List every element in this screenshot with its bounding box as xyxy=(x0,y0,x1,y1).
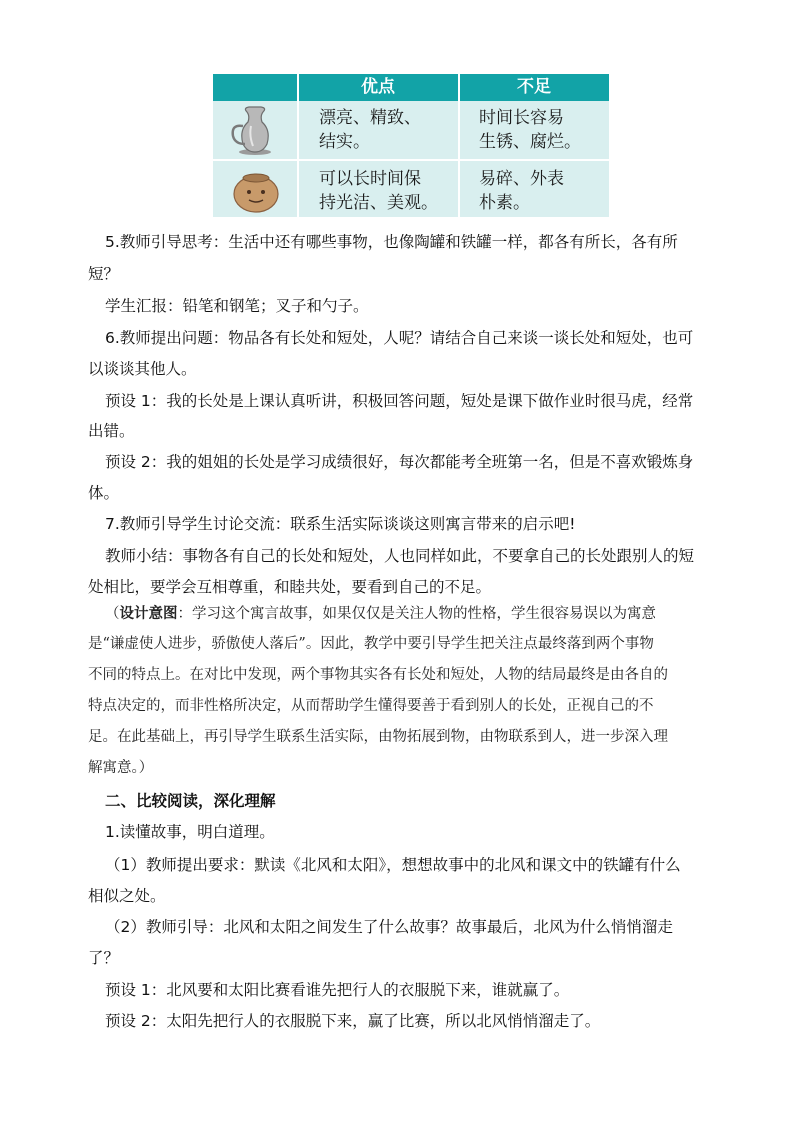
design-note-line: 足。在此基础上，再引导学生联系生活实际，由物拓展到物，由物联系到人，进一步深入理 xyxy=(88,729,668,745)
divider xyxy=(458,74,460,217)
paragraph-line: 预设 2：我的姐姐的长处是学习成绩很好，每次都能考全班第一名，但是不喜欢锻炼身 xyxy=(105,453,694,471)
cell-line: 生锈、腐烂。 xyxy=(479,132,581,152)
cell-line: 漂亮、精致、 xyxy=(319,108,421,128)
paragraph-line: 预设 1：北风要和太阳比赛看谁先把行人的衣服脱下来，谁就赢了。 xyxy=(105,981,570,999)
paragraph-line: 预设 2：太阳先把行人的衣服脱下来，赢了比赛，所以北风悄悄溜走了。 xyxy=(105,1012,601,1030)
header-pros: 优点 xyxy=(361,77,395,97)
paragraph-line: 5.教师引导思考：生活中还有哪些事物，也像陶罐和铁罐一样，都各有所长，各有所 xyxy=(105,233,678,251)
paragraph-line: 短？ xyxy=(88,265,120,283)
paragraph-line: 处相比，要学会互相尊重，和睦共处，要看到自己的不足。 xyxy=(88,578,492,596)
pros-iron xyxy=(319,106,454,154)
paragraph-line: 体。 xyxy=(88,484,120,502)
design-note-line: 不同的特点上。在对比中发现，两个事物其实各有长处和短处，人物的结局最终是由各自的 xyxy=(88,667,668,683)
note-label: 设计意图 xyxy=(119,605,178,622)
cell-line: 易碎、外表 xyxy=(479,169,564,189)
paragraph-line: 出错。 xyxy=(88,422,135,440)
header-cons: 不足 xyxy=(517,77,551,97)
paragraph-line: 教师小结：事物各有自己的长处和短处，人也同样如此，不要拿自己的长处跟别人的短 xyxy=(105,547,695,565)
design-note-line: 是“谦虚使人进步，骄傲使人落后”。因此，教学中要引导学生把关注点最终落到两个事物 xyxy=(88,636,654,652)
paragraph-line: 了？ xyxy=(88,949,120,967)
pros-pot xyxy=(319,167,454,215)
paragraph-line: 学生汇报：铅笔和钢笔；叉子和勺子。 xyxy=(105,297,369,315)
cell-line: 持光洁、美观。 xyxy=(319,193,438,213)
divider xyxy=(213,159,609,161)
paragraph-line: 6.教师提出问题：物品各有长处和短处，人呢？请结合自己来谈一谈长处和短处，也可 xyxy=(105,329,694,347)
design-note-line: 特点决定的，而非性格所决定，从而帮助学生懂得要善于看到别人的长处，正视自己的不 xyxy=(88,698,654,714)
paragraph-line: （2）教师引导：北风和太阳之间发生了什么故事？故事最后，北风为什么悄悄溜走 xyxy=(105,918,673,936)
note-paren: （ xyxy=(105,606,120,622)
cell-line: 结实。 xyxy=(319,132,370,152)
paragraph-line: 以谈谈其他人。 xyxy=(88,360,197,378)
paragraph-line: （1）教师提出要求：默读《北风和太阳》，想想故事中的北风和课文中的铁罐有什么 xyxy=(105,856,681,874)
cons-iron xyxy=(479,106,604,154)
paragraph-line: 1.读懂故事，明白道理。 xyxy=(105,823,275,841)
design-note-line: 解寓意。） xyxy=(88,760,154,776)
divider xyxy=(297,74,299,217)
paragraph-line: 7.教师引导学生讨论交流：联系生活实际谈谈这则寓言带来的启示吧! xyxy=(105,515,576,533)
cell-line: 可以长时间保 xyxy=(319,169,421,189)
design-note-line xyxy=(88,598,728,630)
cell-line: 朴素。 xyxy=(479,193,530,213)
comparison-table xyxy=(213,74,609,217)
section-heading: 二、比较阅读，深化理解 xyxy=(105,792,276,810)
iron-jar-icon xyxy=(225,104,285,156)
clay-pot-icon xyxy=(229,166,283,214)
cons-pot xyxy=(479,167,604,215)
cell-line: 时间长容易 xyxy=(479,108,564,128)
paragraph-line: 相似之处。 xyxy=(88,887,166,905)
paragraph-line: 预设 1：我的长处是上课认真听讲，积极回答问题，短处是课下做作业时很马虎，经常 xyxy=(105,392,694,410)
note-text: ：学习这个寓言故事，如果仅仅是关注人物的性格，学生很容易误以为寓意 xyxy=(177,606,656,622)
